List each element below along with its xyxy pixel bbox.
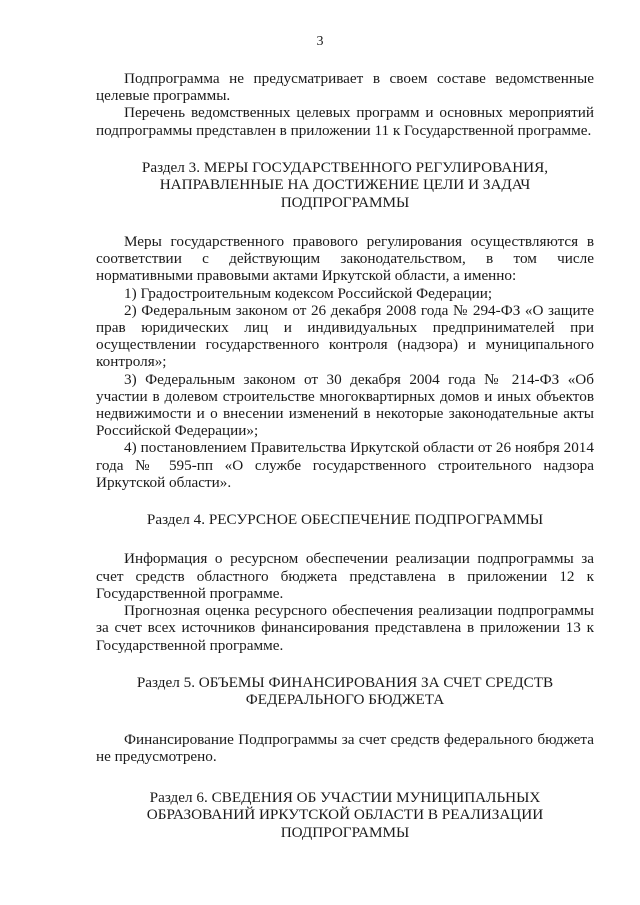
section-5-heading	[96, 674, 594, 709]
heading-line: ФЕДЕРАЛЬНОГО БЮДЖЕТА	[245, 691, 445, 709]
intro-paragraph: Подпрограмма не предусматривает в своем составе ведомственные целевые программы.	[96, 70, 594, 105]
section-4-paragraph: Прогнозная оценка ресурсного обеспечения реализации подпрограммы за счет всех источников финансирования представлена в приложении 13 к Государственной программе.	[96, 602, 594, 654]
section-3-list-item: 2) Федеральным законом от 26 декабря 2008 года № 294-ФЗ «О защите прав юридических лиц и индивидуальных предпринимателей при осуществлении государственного контроля (надзора) и муниципального контроля»;	[96, 301, 594, 371]
document-body	[96, 70, 594, 861]
heading-line: НАПРАВЛЕННЫЕ НА ДОСТИЖЕНИЕ ЦЕЛИ И ЗАДАЧ	[159, 176, 531, 194]
section-5-paragraph: Финансирование Подпрограммы за счет средств федерального бюджета не предусмотрено.	[96, 730, 594, 765]
section-3-heading	[96, 159, 594, 211]
section-3-list-item: 1) Градостроительным кодексом Российской Федерации;	[124, 284, 493, 302]
section-3-list-item: 4) постановлением Правительства Иркутской области от 26 ноября 2014 года № 595-пп «О службе государственного строительного надзора Иркутской области».	[96, 439, 594, 491]
heading-line: Раздел 4. РЕСУРСНОЕ ОБЕСПЕЧЕНИЕ ПОДПРОГРАММЫ	[146, 511, 544, 529]
heading-line: Раздел 6. СВЕДЕНИЯ ОБ УЧАСТИИ МУНИЦИПАЛЬНЫХ	[149, 788, 541, 806]
heading-line: Раздел 5. ОБЪЕМЫ ФИНАНСИРОВАНИЯ ЗА СЧЕТ СРЕДСТВ	[136, 673, 554, 691]
heading-line: ОБРАЗОВАНИЙ ИРКУТСКОЙ ОБЛАСТИ В РЕАЛИЗАЦИИ	[146, 806, 544, 824]
section-6-heading	[96, 789, 594, 841]
heading-line: Раздел 3. МЕРЫ ГОСУДАРСТВЕННОГО РЕГУЛИРОВАНИЯ,	[141, 158, 549, 176]
section-4-heading	[96, 511, 594, 528]
intro-paragraph: Перечень ведомственных целевых программ и основных мероприятий подпрограммы представлен в приложении 11 к Государственной программе.	[96, 104, 594, 139]
section-3-list-item: 3) Федеральным законом от 30 декабря 2004 года № 214-ФЗ «Об участии в долевом строительстве многоквартирных домов и иных объектов недвижимости и о внесении изменений в некоторые законодательные акты Российской Федерации»;	[96, 370, 594, 440]
page-number: 3	[316, 34, 324, 49]
section-4-paragraph: Информация о ресурсном обеспечении реализации подпрограммы за счет средств областного бюджета представлена в приложении 12 к Государственной программе.	[96, 550, 594, 602]
heading-line: ПОДПРОГРАММЫ	[280, 823, 410, 841]
section-3-paragraph: Меры государственного правового регулирования осуществляются в соответствии с действующим законодательством, в том числе нормативными правовыми актами Иркутской области, а именно:	[96, 233, 594, 285]
heading-line: ПОДПРОГРАММЫ	[280, 193, 410, 211]
